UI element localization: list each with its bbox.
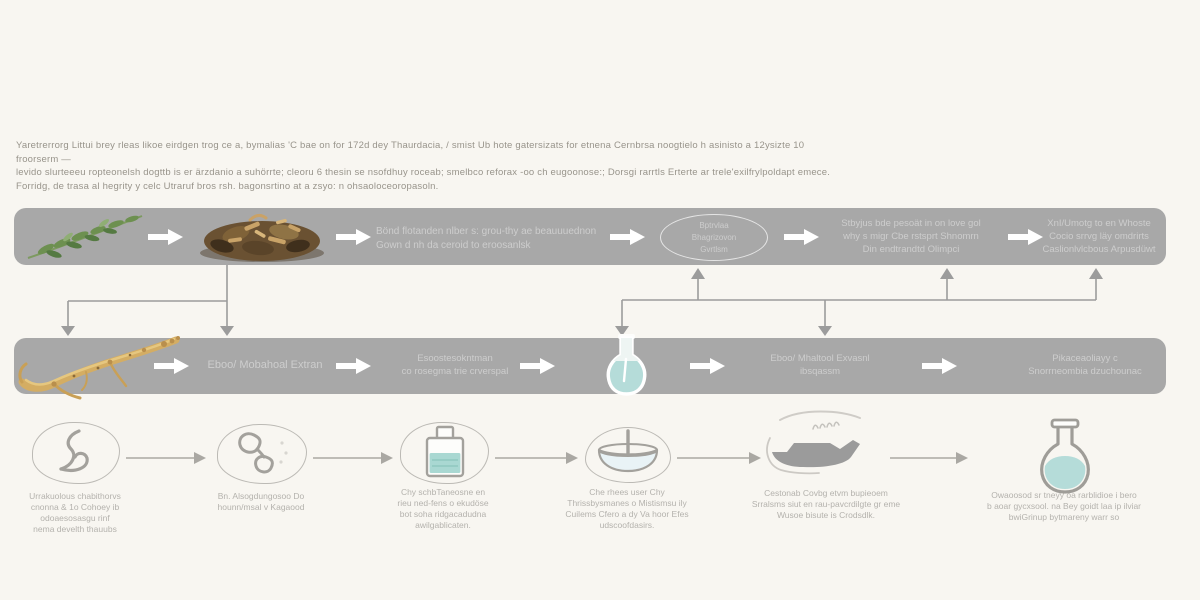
- flow-arrow-icon: [690, 358, 726, 374]
- secondary-process-band: [14, 338, 1166, 394]
- flow-arrow-icon: [784, 229, 820, 245]
- mixing-dish-icon: [586, 428, 670, 482]
- primary-process-band: [14, 208, 1166, 265]
- flow-arrow-icon: [154, 358, 190, 374]
- extraction-system-label: Bptrvlaa Bhagrizovon Gvrtlsm: [691, 220, 737, 254]
- flow-arrow-icon: [922, 358, 958, 374]
- caption-reagent: Chy schbTaneosne en rieu ned-fens o ekudöse bot soha ridgacadudna awilgablicaten.: [397, 487, 489, 530]
- extraction-oval: [660, 214, 768, 261]
- flow-arrow-icon: [520, 358, 556, 374]
- intro-paragraph: Yaretrerrorg Littui brey rleas likoe eirdgen trog ce a, bymalias 'C bae on for 172d dey Thaurdacia, / smist Ub hote gatersizats for etnena Cernbrsa noogtielo h asinisto a 12ysizte 10 froorserm — levido slurteeeu ropteonelsh dogttb is er ärzdanio a suhörrte; cleoru 6 thesin se nsofdhuy roceab; smelbco reforax -oo ch eugoonose:; Dorsgi rarrtls Erterte ar trele'exilfrylpoldapt emece. Forridg, de trasa al hegrity y celc Utraruf bros rsh. bagonsrtino at a zsyo: n ohsaoloceoropasoln.: [16, 140, 831, 192]
- flow-arrow-icon: [148, 229, 184, 245]
- stomach-squiggle-icon: [33, 423, 119, 483]
- step-final-product-label: XnI/Umotg to en Whoste Cocio srrvg läy omdrirts Caslionlvlcbous Arpusdüwt: [1042, 218, 1156, 255]
- pharmacology-step-label: Pikaceaoliayy c Snorrneombia dzuchounac: [1028, 353, 1142, 377]
- rotary-evaporator-icon: [758, 408, 890, 484]
- bottom-item-reagent: [400, 422, 489, 484]
- cells-icon: [218, 425, 306, 483]
- flask-icon: [604, 333, 649, 397]
- methanol-extract-label: Eboo/ Mhaltool Exvasnl ibsqassm: [770, 353, 870, 377]
- concentration-step-label: Esoostesokntman co rosegma trie crverspal: [401, 353, 509, 377]
- flow-arrow-icon: [610, 229, 646, 245]
- caption-digestion: Urrakuolous chabithorvs cnonna & 1o Cohoey ib odoaesosasgu rinf nema develth thauubs: [29, 491, 121, 534]
- caption-final-extract: Owaoosod sr tneyy oa rarblidioe i bero b aoar gycxsool. na Bey goidt laa ip ilviar bwiGrinup bytmareny warr so: [986, 490, 1142, 522]
- flow-arrow-icon: [336, 358, 372, 374]
- dried-roots-image: [192, 208, 332, 265]
- erlenmeyer-flask-icon: [1035, 418, 1095, 496]
- ethanol-extract-label: Eboo/ Mobahoal Extran: [207, 359, 323, 371]
- plant-sprig-image: [24, 210, 146, 263]
- bottom-item-mixing: [585, 427, 671, 483]
- step-filtration-label: Stbyjus bde pesoät in on love gol why s migr Cbe rstsprt Shnomrn Din endtrandtd Olimpci: [841, 218, 981, 255]
- caption-mixing: Che rhees user Chy Thrissbysmanes o Mistismsu ily Cuilems Cfero a dy Va hoor Efes udscoofdasirs.: [565, 487, 689, 530]
- bottom-item-digestion: [32, 422, 120, 484]
- caption-evaporation: Cestonab Covbg etvm bupieoem Srralsms siut en rau-pavcrdilgte gr eme Wusoe bisute is Crodsdlk.: [751, 488, 901, 520]
- bottom-item-cells: [217, 424, 307, 484]
- reagent-bottle-icon: [401, 423, 488, 483]
- caption-cells: Bn. Alsogdungosoo Do hounn/msal v Kagaood: [217, 491, 305, 512]
- flow-arrow-icon: [336, 229, 372, 245]
- step-drying-grinding-label: Bönd flotanden nlber s: grou-thy ae beauuuednon Gown d nh da ceroid to eroosanlsk: [376, 226, 597, 251]
